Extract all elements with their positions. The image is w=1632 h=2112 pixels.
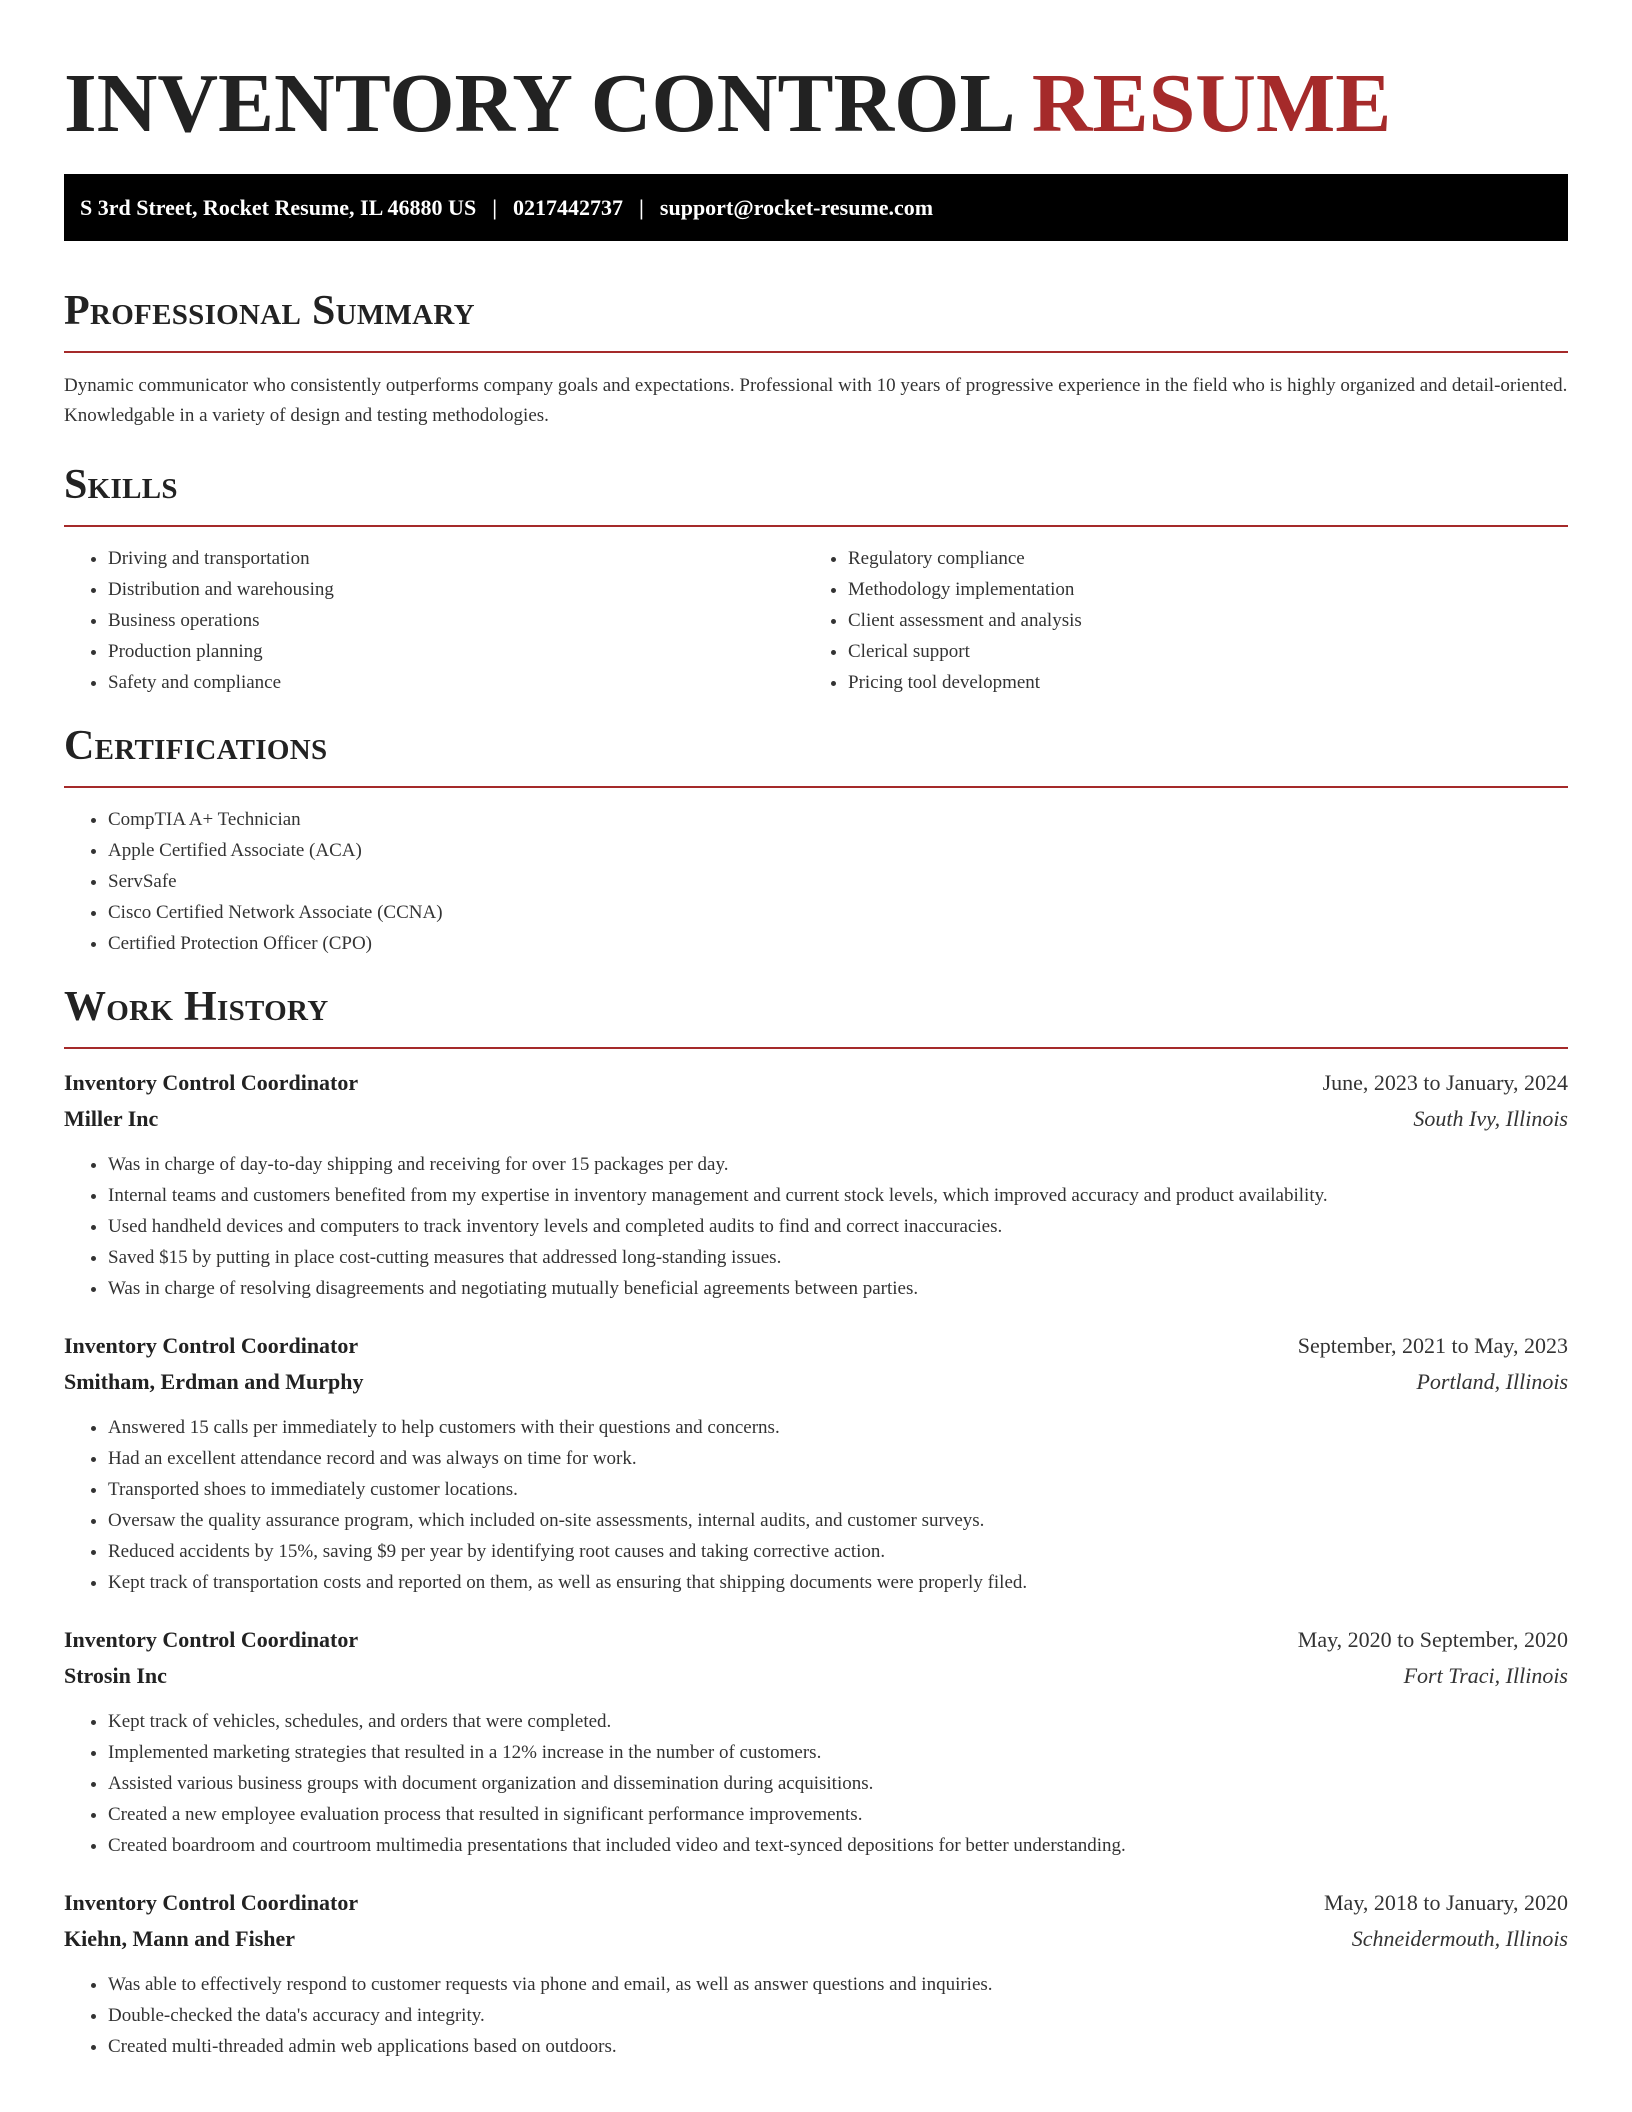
skills-section [64, 459, 1568, 698]
title-main: INVENTORY CONTROL [64, 57, 1011, 150]
skill-item: • Clerical support [848, 636, 1544, 667]
section-heading-summary: Professional Summary [64, 288, 475, 334]
job-bullet: • Was in charge of day-to-day shipping and receiving for over 15 packages per day. [108, 1149, 1568, 1180]
job-bullet: • Created a new employee evaluation process that resulted in significant performance improvements. [108, 1799, 1568, 1830]
contact-separator: | [492, 194, 498, 220]
section-heading-certifications: Certifications [64, 723, 328, 769]
job-entry [64, 1065, 1568, 1304]
job-header [64, 1065, 1568, 1101]
job-company: Kiehn, Mann and Fisher [64, 1926, 296, 1951]
job-company: Smitham, Erdman and Murphy [64, 1369, 364, 1394]
job-bullet: • Double-checked the data's accuracy and integrity. [108, 2000, 1568, 2031]
certification-item: • ServSafe [108, 866, 1568, 897]
job-company: Miller Inc [64, 1106, 159, 1131]
job-entry [64, 1622, 1568, 1861]
skill-item: • Distribution and warehousing [108, 574, 804, 605]
job-title: Inventory Control Coordinator [64, 1333, 359, 1358]
skill-item: • Business operations [108, 605, 804, 636]
section-divider [64, 1047, 1568, 1049]
job-bullet: • Transported shoes to immediately customer locations. [108, 1474, 1568, 1505]
section-divider [64, 786, 1568, 788]
job-bullet: • Was able to effectively respond to customer requests via phone and email, as well as answer questions and inquiries. [108, 1969, 1568, 2000]
job-bullet: • Oversaw the quality assurance program, which included on-site assessments, internal audits, and customer surveys. [108, 1505, 1568, 1536]
section-heading-work-history: Work History [64, 984, 329, 1030]
resume-title [64, 0, 1568, 150]
certifications-list [64, 804, 1568, 959]
skills-list-right [804, 543, 1544, 698]
section-heading-skills: Skills [64, 462, 178, 508]
contact-address: S 3rd Street, Rocket Resume, IL 46880 US [80, 194, 477, 220]
job-bullet: • Assisted various business groups with document organization and dissemination during acquisitions. [108, 1768, 1568, 1799]
job-bullet: • Internal teams and customers benefited from my expertise in inventory management and current stock levels, which improved accuracy and product availability. [108, 1180, 1568, 1211]
title-accent: RESUME [1031, 57, 1392, 150]
job-subheader [64, 1101, 1568, 1137]
job-bullets [64, 1412, 1568, 1598]
summary-section [64, 285, 1568, 431]
contact-separator: | [639, 194, 644, 220]
job-bullet: • Saved $15 by putting in place cost-cutting measures that addressed long-standing issues. [108, 1242, 1568, 1273]
job-subheader [64, 1658, 1568, 1694]
skills-columns [64, 543, 1568, 698]
job-bullet: • Implemented marketing strategies that resulted in a 12% increase in the number of customers. [108, 1737, 1568, 1768]
job-subheader [64, 1921, 1568, 1957]
job-subheader [64, 1364, 1568, 1400]
summary-text: Dynamic communicator who consistently outperforms company goals and expectations. Professional with 10 years of progressive experience in the field who is highly organized and detail-oriented. Knowledgable in a variety of design and testing methodologies. [64, 375, 1568, 426]
job-bullets [64, 1706, 1568, 1861]
job-company: Strosin Inc [64, 1663, 167, 1688]
certification-item: • Apple Certified Associate (ACA) [108, 835, 1568, 866]
skills-column-right [804, 543, 1544, 698]
certifications-section [64, 720, 1568, 959]
job-bullet: • Used handheld devices and computers to track inventory levels and completed audits to find and correct inaccuracies. [108, 1211, 1568, 1242]
job-title: Inventory Control Coordinator [64, 1070, 359, 1095]
job-dates: May, 2020 to September, 2020 [1297, 1627, 1568, 1652]
skill-item: • Client assessment and analysis [848, 605, 1544, 636]
section-divider [64, 525, 1568, 527]
certification-item: • Cisco Certified Network Associate (CCNA) [108, 897, 1568, 928]
job-bullet: • Kept track of vehicles, schedules, and orders that were completed. [108, 1706, 1568, 1737]
job-title: Inventory Control Coordinator [64, 1627, 359, 1652]
skill-item: • Methodology implementation [848, 574, 1544, 605]
certification-item: • Certified Protection Officer (CPO) [108, 928, 1568, 959]
job-dates: May, 2018 to January, 2020 [1324, 1890, 1568, 1915]
contact-phone: 0217442737 [513, 194, 624, 220]
job-entry [64, 1328, 1568, 1598]
skill-item: • Production planning [108, 636, 804, 667]
job-bullet: • Was in charge of resolving disagreements and negotiating mutually beneficial agreements between parties. [108, 1273, 1568, 1304]
certification-item: • CompTIA A+ Technician [108, 804, 1568, 835]
contact-bar [64, 174, 1568, 241]
job-title: Inventory Control Coordinator [64, 1890, 359, 1915]
job-dates: June, 2023 to January, 2024 [1322, 1070, 1568, 1095]
job-dates: September, 2021 to May, 2023 [1297, 1333, 1568, 1358]
job-bullet: • Created multi-threaded admin web applications based on outdoors. [108, 2031, 1568, 2062]
job-entry [64, 1885, 1568, 2062]
job-header [64, 1885, 1568, 1921]
skill-item: • Pricing tool development [848, 667, 1544, 698]
job-header [64, 1622, 1568, 1658]
skills-list-left [64, 543, 804, 698]
skill-item: • Regulatory compliance [848, 543, 1544, 574]
skill-item: • Safety and compliance [108, 667, 804, 698]
job-location: South Ivy, Illinois [1413, 1106, 1568, 1131]
skill-item: • Driving and transportation [108, 543, 804, 574]
section-divider [64, 351, 1568, 353]
job-location: Portland, Illinois [1416, 1369, 1568, 1394]
job-header [64, 1328, 1568, 1364]
job-bullet: • Kept track of transportation costs and reported on them, as well as ensuring that shipping documents were properly filed. [108, 1567, 1568, 1598]
job-location: Fort Traci, Illinois [1403, 1663, 1568, 1688]
job-bullet: • Answered 15 calls per immediately to help customers with their questions and concerns. [108, 1412, 1568, 1443]
job-bullet: • Created boardroom and courtroom multimedia presentations that included video and text-synced depositions for better understanding. [108, 1830, 1568, 1861]
job-bullet: • Reduced accidents by 15%, saving $9 per year by identifying root causes and taking corrective action. [108, 1536, 1568, 1567]
work-history-section [64, 981, 1568, 2062]
job-location: Schneidermouth, Illinois [1351, 1926, 1568, 1951]
job-bullets [64, 1969, 1568, 2062]
contact-email: support@rocket-resume.com [659, 194, 934, 220]
job-bullets [64, 1149, 1568, 1304]
job-bullet: • Had an excellent attendance record and was always on time for work. [108, 1443, 1568, 1474]
skills-column-left [64, 543, 804, 698]
